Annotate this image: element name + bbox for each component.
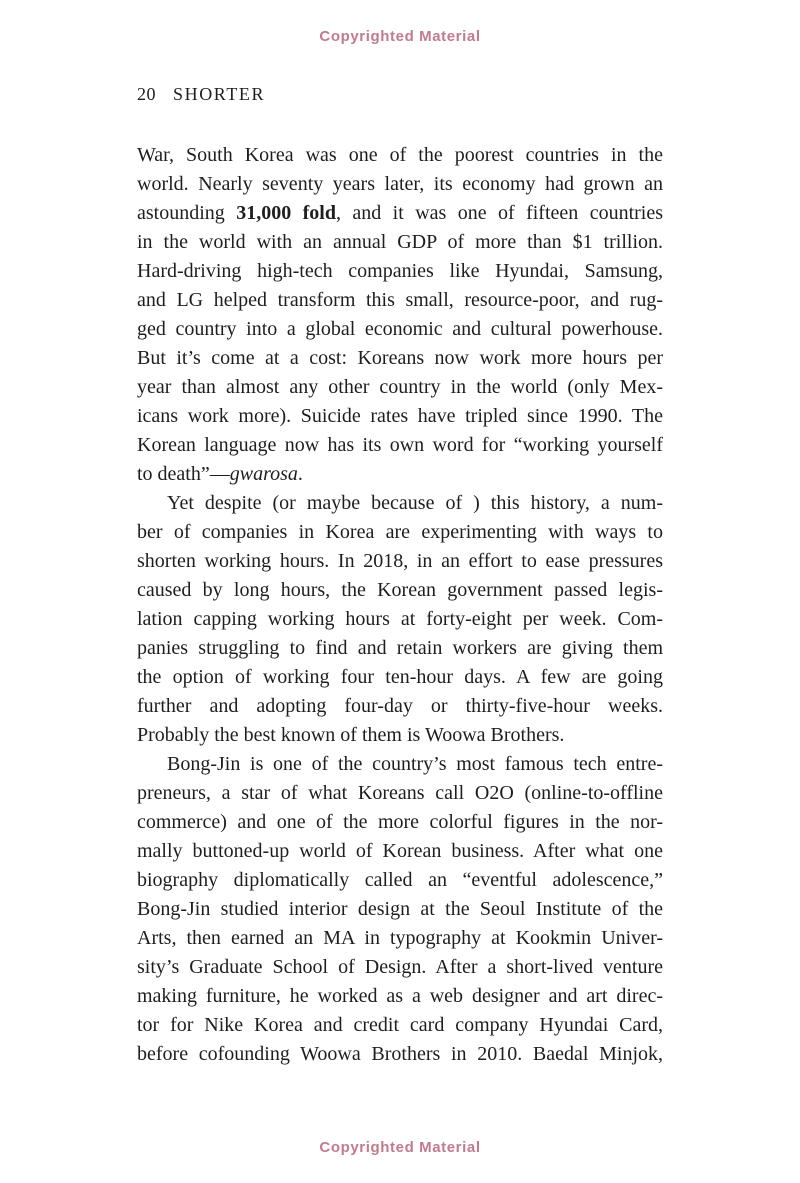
text-segment: astounding: [137, 202, 237, 224]
text-line: [137, 257, 663, 286]
text-segment: Bong-Jin studied interior design at the Seoul Institute of the: [137, 898, 663, 920]
text-segment: before cofounding Woowa Brothers in 2010. Baedal Minjok,: [137, 1043, 663, 1065]
text-line: [137, 344, 663, 373]
text-line: [137, 953, 663, 982]
text-line: [137, 402, 663, 431]
text-line: [137, 837, 663, 866]
text-line: [137, 808, 663, 837]
text-line: [137, 547, 663, 576]
text-line: [137, 750, 663, 779]
text-line: [137, 924, 663, 953]
text-segment: year than almost any other country in the world (only Mex-: [137, 376, 663, 398]
text-segment: biography diplomatically called an “eventful adolescence,”: [137, 869, 663, 891]
text-segment: commerce) and one of the more colorful figures in the nor-: [137, 811, 663, 833]
text-line: [137, 1040, 663, 1069]
text-segment: in the world with an annual GDP of more than $1 trillion.: [137, 231, 663, 253]
text-segment: Bong-Jin is one of the country’s most famous tech entre-: [167, 753, 663, 775]
text-segment: , and it was one of fifteen countries: [335, 202, 663, 224]
text-line: [137, 605, 663, 634]
text-line: [137, 518, 663, 547]
text-segment: Arts, then earned an MA in typography at Kookmin Univer-: [137, 927, 663, 949]
text-line: [137, 460, 663, 489]
text-segment: ged country into a global economic and cultural powerhouse.: [137, 318, 663, 340]
text-segment: Probably the best known of them is Woowa Brothers.: [137, 724, 565, 746]
text-segment: the option of working four ten-hour days. A few are going: [137, 666, 663, 688]
text-line: [137, 982, 663, 1011]
text-line: [137, 1011, 663, 1040]
text-segment: to death”—: [137, 463, 230, 485]
text-line: [137, 895, 663, 924]
text-line: [137, 141, 663, 170]
text-line: [137, 199, 663, 228]
text-segment: Korean language now has its own word for “working yourself: [137, 434, 663, 456]
text-segment: caused by long hours, the Korean government passed legis-: [137, 579, 663, 601]
text-segment: ber of companies in Korea are experimenting with ways to: [137, 521, 663, 543]
text-segment: panies struggling to find and retain workers are giving them: [137, 637, 663, 659]
text-line: [137, 692, 663, 721]
text-line: [137, 576, 663, 605]
text-line: [137, 663, 663, 692]
copyright-watermark-bottom: Copyrighted Material: [319, 1139, 481, 1156]
text-segment: making furniture, he worked as a web designer and art direc-: [137, 985, 663, 1007]
text-segment: gwarosa: [229, 463, 298, 485]
text-line: [137, 373, 663, 402]
text-line: [137, 170, 663, 199]
text-segment: mally buttoned-up world of Korean business. After what one: [137, 840, 663, 862]
text-segment: 31,000 fold: [236, 202, 336, 224]
text-segment: War, South Korea was one of the poorest countries in the: [137, 144, 663, 166]
body-text: [137, 141, 663, 1069]
copyright-watermark-top: Copyrighted Material: [319, 28, 481, 45]
text-segment: preneurs, a star of what Koreans call O2O (online-to-offline: [137, 782, 663, 804]
text-segment: world. Nearly seventy years later, its economy had grown an: [137, 173, 663, 195]
book-title: SHORTER: [173, 84, 266, 104]
text-segment: tor for Nike Korea and credit card company Hyundai Card,: [137, 1014, 663, 1036]
text-segment: But it’s come at a cost: Koreans now work more hours per: [137, 347, 663, 369]
text-segment: Hard-driving high-tech companies like Hyundai, Samsung,: [137, 260, 663, 282]
text-line: [137, 489, 663, 518]
text-line: [137, 315, 663, 344]
text-segment: .: [297, 463, 303, 485]
text-line: [137, 634, 663, 663]
text-segment: icans work more). Suicide rates have tripled since 1990. The: [137, 405, 663, 427]
text-line: [137, 721, 663, 750]
text-line: [137, 228, 663, 257]
text-segment: and LG helped transform this small, resource-poor, and rug-: [137, 289, 663, 311]
text-line: [137, 866, 663, 895]
text-segment: Yet despite (or maybe because of ) this history, a num-: [167, 492, 663, 514]
text-segment: sity’s Graduate School of Design. After a short-lived venture: [137, 956, 663, 978]
text-segment: further and adopting four-day or thirty-five-hour weeks.: [137, 695, 663, 717]
text-line: [137, 779, 663, 808]
page-header: [137, 84, 265, 105]
text-line: [137, 286, 663, 315]
page-number: 20: [137, 84, 156, 104]
text-segment: shorten working hours. In 2018, in an effort to ease pressures: [137, 550, 663, 572]
text-segment: lation capping working hours at forty-eight per week. Com-: [137, 608, 663, 630]
text-line: [137, 431, 663, 460]
